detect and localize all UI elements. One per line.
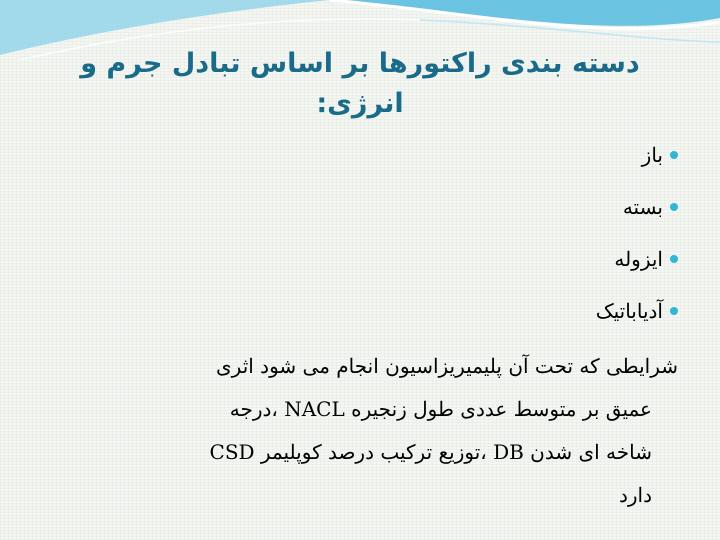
slide-title-line-2: انرژی: [316, 88, 404, 119]
slide-title [30, 44, 690, 124]
bullet-item [78, 140, 678, 170]
bullet-dot-icon [670, 203, 678, 211]
bullet-item [78, 244, 678, 274]
bullet-list [78, 140, 678, 348]
bullet-dot-icon [670, 151, 678, 159]
bullet-text: بسته [622, 195, 663, 219]
slide-title-line-1: دسته بندی راکتورها بر اساس تبادل جرم و [80, 48, 640, 79]
paragraph-line: عمیق بر متوسط عددی طول زنجیره NACL ،درجه [229, 397, 652, 421]
paragraph-line: دارد [618, 483, 652, 507]
bullet-item [78, 192, 678, 222]
bullet-item [78, 296, 678, 326]
paragraph-line: شاخه ای شدن DB ،توزیع ترکیب درصد کوپلیمر CSD [209, 440, 652, 464]
bullet-text: باز [641, 143, 663, 167]
bullet-text: آدیاباتیک [595, 299, 663, 323]
paragraph-line: شرایطی که تحت آن پلیمیریزاسیون انجام می شود اثری [216, 354, 678, 378]
bullet-dot-icon [670, 255, 678, 263]
bullet-text: ایزوله [614, 247, 663, 271]
bullet-dot-icon [670, 307, 678, 315]
body-paragraph [58, 345, 678, 517]
